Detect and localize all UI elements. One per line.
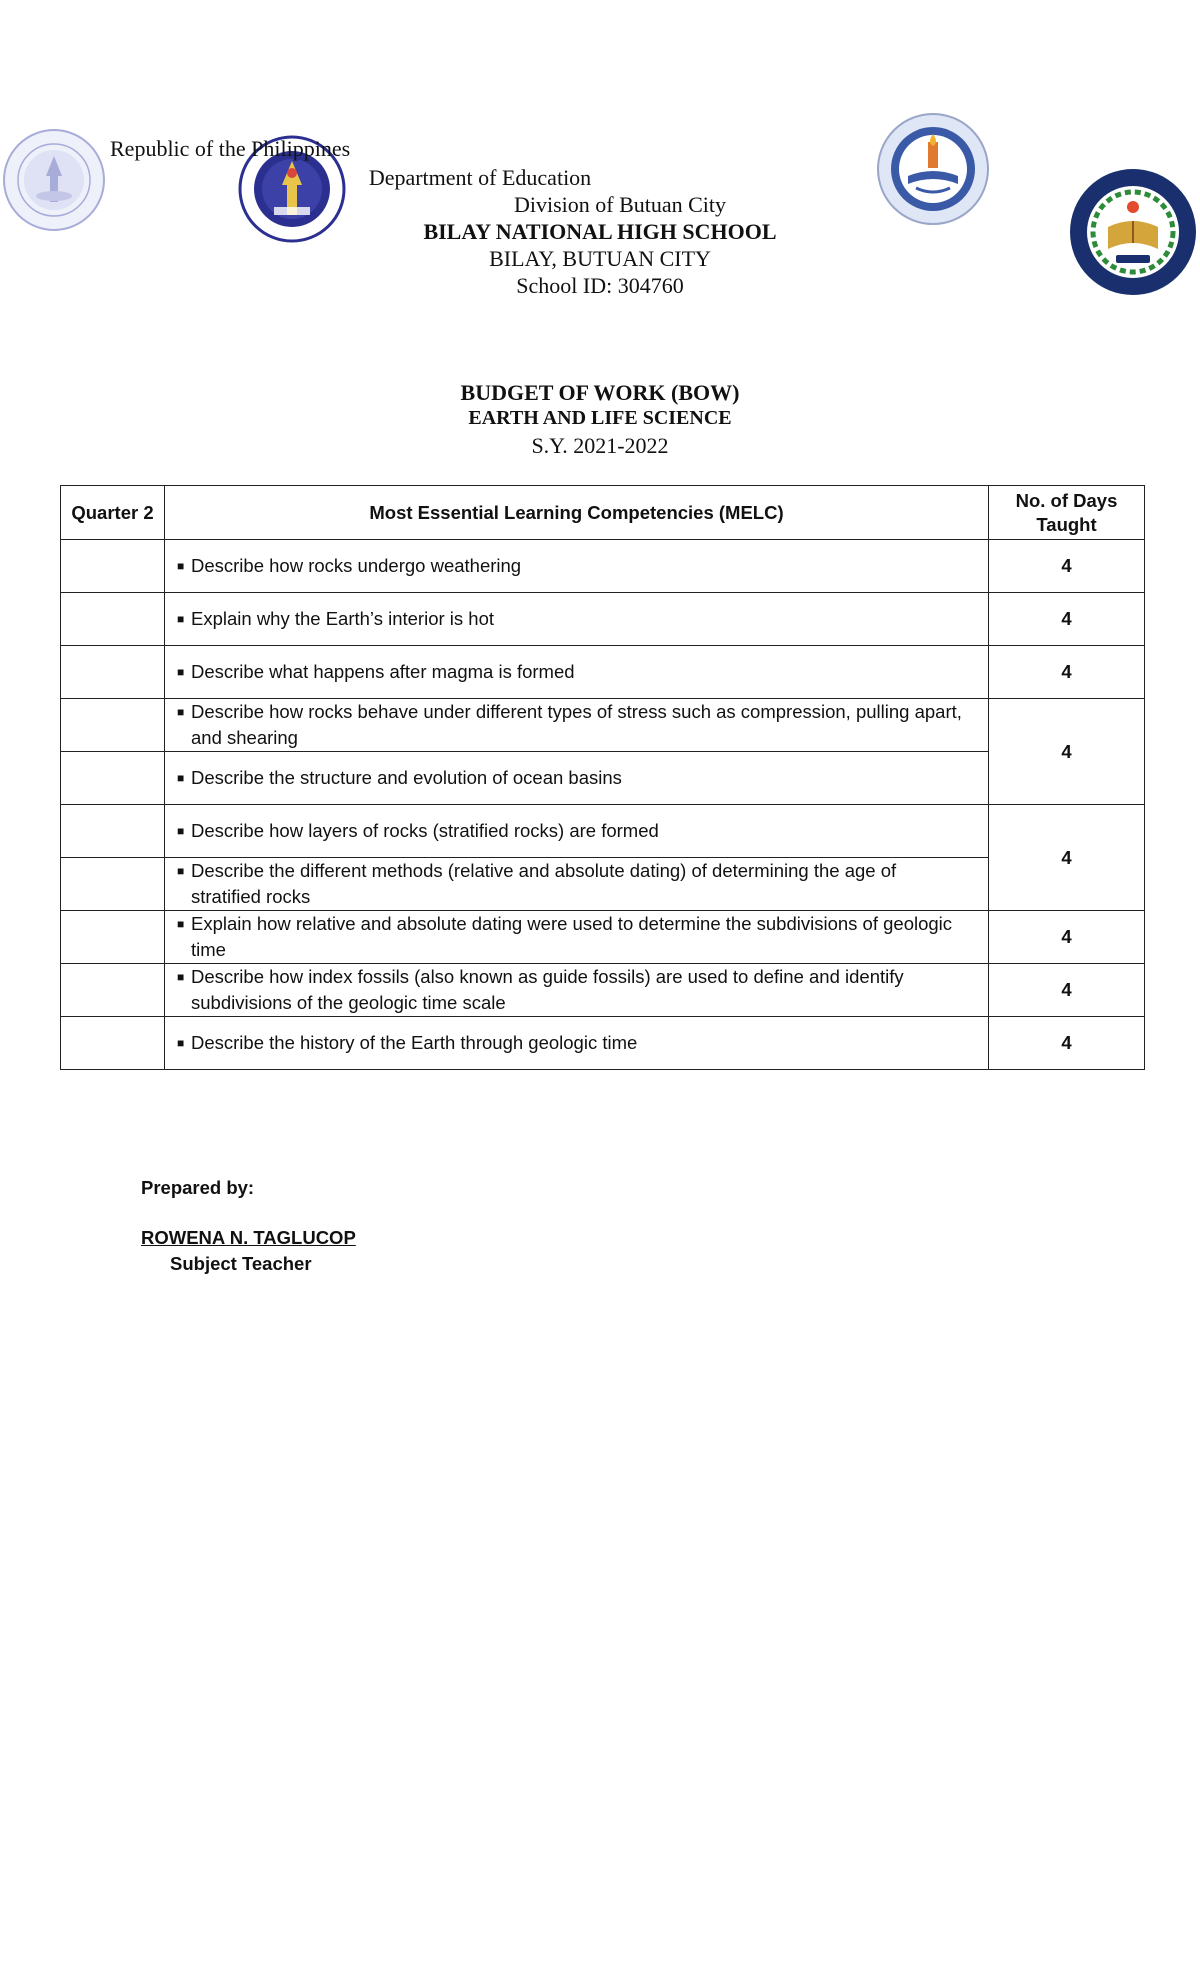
bullet-icon: ■ [177, 559, 185, 573]
table-row [61, 752, 1145, 805]
prepared-by-label: Prepared by: [141, 1177, 255, 1198]
bullet-icon: ■ [177, 665, 185, 679]
quarter-header: Quarter 2 [61, 486, 165, 540]
quarter-cell [61, 805, 165, 858]
melc-header: Most Essential Learning Competencies (MELC) [165, 486, 989, 540]
quarter-cell [61, 964, 165, 1017]
table-row [61, 646, 1145, 699]
quarter-cell [61, 911, 165, 964]
bullet-icon: ■ [177, 824, 185, 838]
days-cell: 4 [989, 593, 1145, 646]
table-header-row [61, 486, 1145, 540]
melc-cell: ■ Describe how rocks undergo weathering [165, 540, 989, 593]
table-row [61, 593, 1145, 646]
bullet-icon: ■ [177, 970, 185, 984]
quarter-cell [61, 1017, 165, 1070]
melc-cell: ■ Describe the structure and evolution of ocean basins [165, 752, 989, 805]
days-header: No. of Days Taught [989, 486, 1145, 540]
school-id: School ID: 304760 [516, 273, 684, 298]
table-row [61, 699, 1145, 752]
quarter-cell [61, 699, 165, 752]
subject-title: EARTH AND LIFE SCIENCE [468, 407, 732, 429]
quarter-cell [61, 646, 165, 699]
days-cell: 4 [989, 1017, 1145, 1070]
division-label: Division of Butuan City [513, 192, 727, 217]
table-row [61, 858, 1145, 911]
quarter-cell [61, 858, 165, 911]
document-title: BUDGET OF WORK (BOW) [460, 380, 740, 405]
days-cell: 4 [989, 964, 1145, 1017]
melc-cell: ■ Explain how relative and absolute dating were used to determine the subdivisions of geologic time [165, 911, 989, 964]
quarter-cell [61, 593, 165, 646]
days-cell: 4 [989, 646, 1145, 699]
melc-cell: ■ Describe the different methods (relative and absolute dating) of determining the age of stratified rocks [165, 858, 989, 911]
days-cell: 4 [989, 805, 1145, 911]
teacher-name: ROWENA N. TAGLUCOP [141, 1227, 356, 1248]
table-row [61, 540, 1145, 593]
school-name: BILAY NATIONAL HIGH SCHOOL [423, 219, 777, 244]
days-cell: 4 [989, 911, 1145, 964]
days-cell: 4 [989, 540, 1145, 593]
melc-cell: ■ Describe what happens after magma is formed [165, 646, 989, 699]
republic-label: Republic of the Philippines [110, 136, 351, 161]
melc-cell: ■ Describe how rocks behave under different types of stress such as compression, pulling apart, and shearing [165, 699, 989, 752]
teacher-role: Subject Teacher [170, 1253, 312, 1274]
melc-cell: ■ Describe how layers of rocks (stratified rocks) are formed [165, 805, 989, 858]
department-label: Department of Education [368, 165, 592, 190]
bullet-icon: ■ [177, 612, 185, 626]
quarter-cell [61, 540, 165, 593]
melc-cell: ■ Explain why the Earth’s interior is hot [165, 593, 989, 646]
bow-table [60, 485, 1145, 1070]
melc-cell: ■ Describe the history of the Earth through geologic time [165, 1017, 989, 1070]
bullet-icon: ■ [177, 1036, 185, 1050]
bullet-icon: ■ [177, 705, 185, 719]
school-address: BILAY, BUTUAN CITY [489, 246, 711, 271]
school-year: S.Y. 2021-2022 [531, 433, 669, 458]
quarter-cell [61, 752, 165, 805]
melc-cell: ■ Describe how index fossils (also known as guide fossils) are used to define and identify subdivisions of the geologic time scale [165, 964, 989, 1017]
days-cell: 4 [989, 699, 1145, 805]
table-row [61, 911, 1145, 964]
table-row [61, 805, 1145, 858]
table-row [61, 1017, 1145, 1070]
bullet-icon: ■ [177, 771, 185, 785]
bullet-icon: ■ [177, 917, 185, 931]
bullet-icon: ■ [177, 864, 185, 878]
table-row [61, 964, 1145, 1017]
